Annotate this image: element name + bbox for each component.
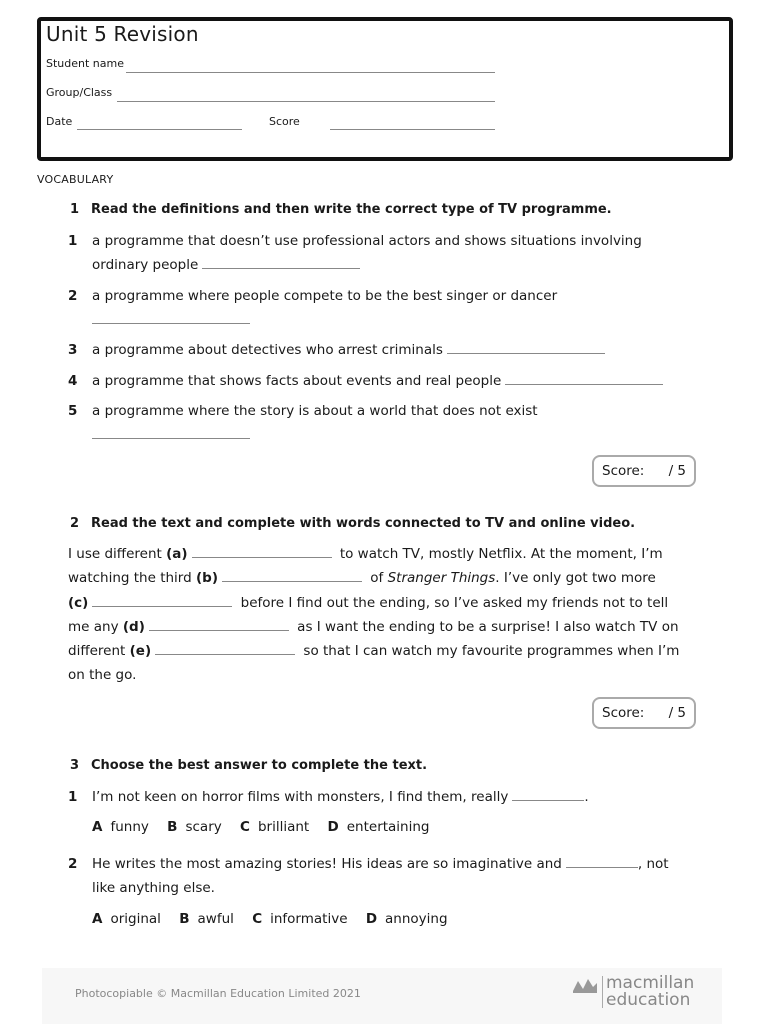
item-number: 1 bbox=[68, 233, 78, 249]
gap-label: (d) bbox=[122, 618, 145, 635]
paragraph-line bbox=[68, 639, 698, 663]
score-box-label: Score: bbox=[602, 705, 645, 721]
option-word: original bbox=[110, 911, 161, 927]
score-total: / 5 bbox=[668, 705, 686, 721]
section-title: VOCABULARY bbox=[37, 173, 114, 186]
item-text: a programme that shows facts about events and real people bbox=[92, 373, 502, 389]
question-end: . bbox=[584, 789, 589, 805]
macmillan-logo-icon bbox=[572, 975, 598, 999]
gap-label: (a) bbox=[166, 546, 188, 562]
answer-blank[interactable] bbox=[202, 267, 360, 269]
ex3-question-1 bbox=[0, 785, 768, 809]
ex1-item-1 bbox=[0, 229, 768, 277]
exercise-1-instruction bbox=[70, 202, 612, 217]
group-class-field[interactable] bbox=[117, 101, 495, 102]
question-text: He writes the most amazing stories! His ideas are so imaginative and bbox=[92, 856, 562, 872]
gap-label: (e) bbox=[129, 643, 152, 660]
text-run: . I’ve only got two more bbox=[495, 570, 656, 587]
show-title: Stranger Things bbox=[387, 570, 496, 587]
option-d[interactable] bbox=[328, 819, 430, 835]
answer-blank[interactable] bbox=[92, 605, 232, 607]
score-total: / 5 bbox=[668, 463, 686, 479]
item-number: 2 bbox=[68, 856, 78, 872]
paragraph-line bbox=[68, 566, 698, 590]
question-end: , not bbox=[637, 856, 669, 872]
exercise-number: 2 bbox=[70, 516, 80, 531]
option-d[interactable] bbox=[366, 911, 448, 927]
paragraph-line bbox=[68, 591, 698, 615]
option-letter: D bbox=[365, 911, 378, 927]
gap-label: (b) bbox=[195, 570, 218, 587]
text-run: watching the third bbox=[68, 570, 196, 587]
gap-label: (c) bbox=[68, 594, 89, 611]
option-word: entertaining bbox=[346, 819, 430, 835]
ex1-item-2 bbox=[0, 284, 768, 332]
date-label: Date bbox=[46, 115, 73, 128]
option-word: informative bbox=[270, 911, 348, 927]
option-a[interactable] bbox=[92, 911, 161, 927]
option-letter: A bbox=[92, 819, 103, 835]
exercise-2-instruction bbox=[70, 516, 635, 531]
option-word: scary bbox=[185, 819, 222, 835]
logo-line: education bbox=[606, 990, 691, 1010]
option-letter: A bbox=[92, 911, 103, 927]
paragraph-line bbox=[68, 615, 698, 639]
answer-blank[interactable] bbox=[192, 556, 332, 558]
answer-blank[interactable] bbox=[92, 323, 250, 324]
exercise-3-instruction bbox=[70, 758, 427, 773]
item-number: 4 bbox=[68, 373, 78, 389]
item-number: 2 bbox=[68, 288, 78, 304]
ex1-item-5 bbox=[0, 399, 768, 447]
instruction-text: Choose the best answer to complete the text. bbox=[91, 758, 428, 773]
ex1-item-4 bbox=[0, 369, 768, 393]
score-field[interactable] bbox=[330, 129, 495, 130]
answer-blank[interactable] bbox=[447, 352, 605, 354]
paragraph-line bbox=[68, 542, 698, 566]
option-word: awful bbox=[197, 911, 234, 927]
item-text: ordinary people bbox=[92, 257, 199, 273]
ex2-paragraph bbox=[68, 542, 698, 688]
answer-blank[interactable] bbox=[505, 383, 663, 385]
item-text: a programme where people compete to be the best singer or dancer bbox=[92, 288, 558, 304]
exercise-number: 3 bbox=[70, 758, 80, 773]
item-text: a programme where the story is about a world that does not exist bbox=[92, 403, 538, 419]
exercise-number: 1 bbox=[70, 202, 80, 217]
text-run: me any bbox=[68, 618, 123, 635]
option-word: funny bbox=[110, 819, 149, 835]
option-letter: B bbox=[167, 819, 178, 835]
answer-blank[interactable] bbox=[566, 866, 638, 868]
question-text: I’m not keen on horror films with monsters, I find them, really bbox=[92, 789, 509, 805]
option-letter: C bbox=[240, 819, 250, 835]
ex3-q2-options bbox=[92, 911, 462, 927]
score-box-label: Score: bbox=[602, 463, 645, 479]
item-number: 1 bbox=[68, 789, 78, 805]
item-text: a programme that doesn’t use professional actors and shows situations involving bbox=[92, 233, 642, 249]
item-number: 3 bbox=[68, 342, 78, 358]
ex3-question-2 bbox=[0, 852, 768, 900]
option-letter: B bbox=[179, 911, 190, 927]
item-number: 5 bbox=[68, 403, 78, 419]
text-run: to watch TV, mostly Netflix. At the moment, I’m bbox=[335, 546, 663, 562]
instruction-text: Read the definitions and then write the correct type of TV programme. bbox=[91, 202, 612, 217]
option-c[interactable] bbox=[240, 819, 309, 835]
text-run: as I want the ending to be a surprise! I also watch TV on bbox=[292, 618, 679, 635]
student-name-field[interactable] bbox=[126, 72, 495, 73]
copyright-text: Photocopiable © Macmillan Education Limited 2021 bbox=[75, 987, 361, 1000]
macmillan-logo-text bbox=[606, 975, 694, 1009]
text-run: of bbox=[366, 570, 388, 587]
option-word: brilliant bbox=[257, 819, 310, 835]
ex1-score-box bbox=[592, 455, 696, 487]
text-run: on the go. bbox=[68, 667, 137, 684]
text-run: before I find out the ending, so I’ve asked my friends not to tell bbox=[236, 594, 669, 611]
option-a[interactable] bbox=[92, 819, 149, 835]
ex2-score-box bbox=[592, 697, 696, 729]
text-run: so that I can watch my favourite programmes when I’m bbox=[299, 643, 680, 660]
option-word: annoying bbox=[385, 911, 448, 927]
score-label: Score bbox=[269, 115, 300, 128]
logo-divider bbox=[602, 976, 603, 1008]
answer-blank[interactable] bbox=[512, 799, 584, 801]
text-run: I use different bbox=[68, 546, 167, 562]
option-letter: D bbox=[327, 819, 339, 835]
student-name-label: Student name bbox=[46, 57, 124, 70]
answer-blank[interactable] bbox=[222, 580, 362, 582]
logo-line: macmillan bbox=[606, 973, 695, 993]
answer-blank[interactable] bbox=[155, 653, 295, 655]
ex1-item-3 bbox=[0, 338, 768, 362]
option-b[interactable] bbox=[167, 819, 222, 835]
ex3-q1-options bbox=[92, 819, 444, 835]
answer-blank[interactable] bbox=[149, 629, 289, 631]
date-field[interactable] bbox=[77, 129, 242, 130]
text-run: different bbox=[68, 643, 130, 660]
option-b[interactable] bbox=[179, 911, 234, 927]
item-text: a programme about detectives who arrest criminals bbox=[92, 342, 443, 358]
option-letter: C bbox=[252, 911, 263, 927]
option-c[interactable] bbox=[252, 911, 347, 927]
answer-blank[interactable] bbox=[92, 438, 250, 439]
question-text: like anything else. bbox=[92, 880, 215, 896]
instruction-text: Read the text and complete with words connected to TV and online video. bbox=[91, 516, 636, 531]
paragraph-line bbox=[68, 663, 698, 687]
group-class-label: Group/Class bbox=[46, 86, 113, 99]
page-title: Unit 5 Revision bbox=[46, 22, 199, 46]
